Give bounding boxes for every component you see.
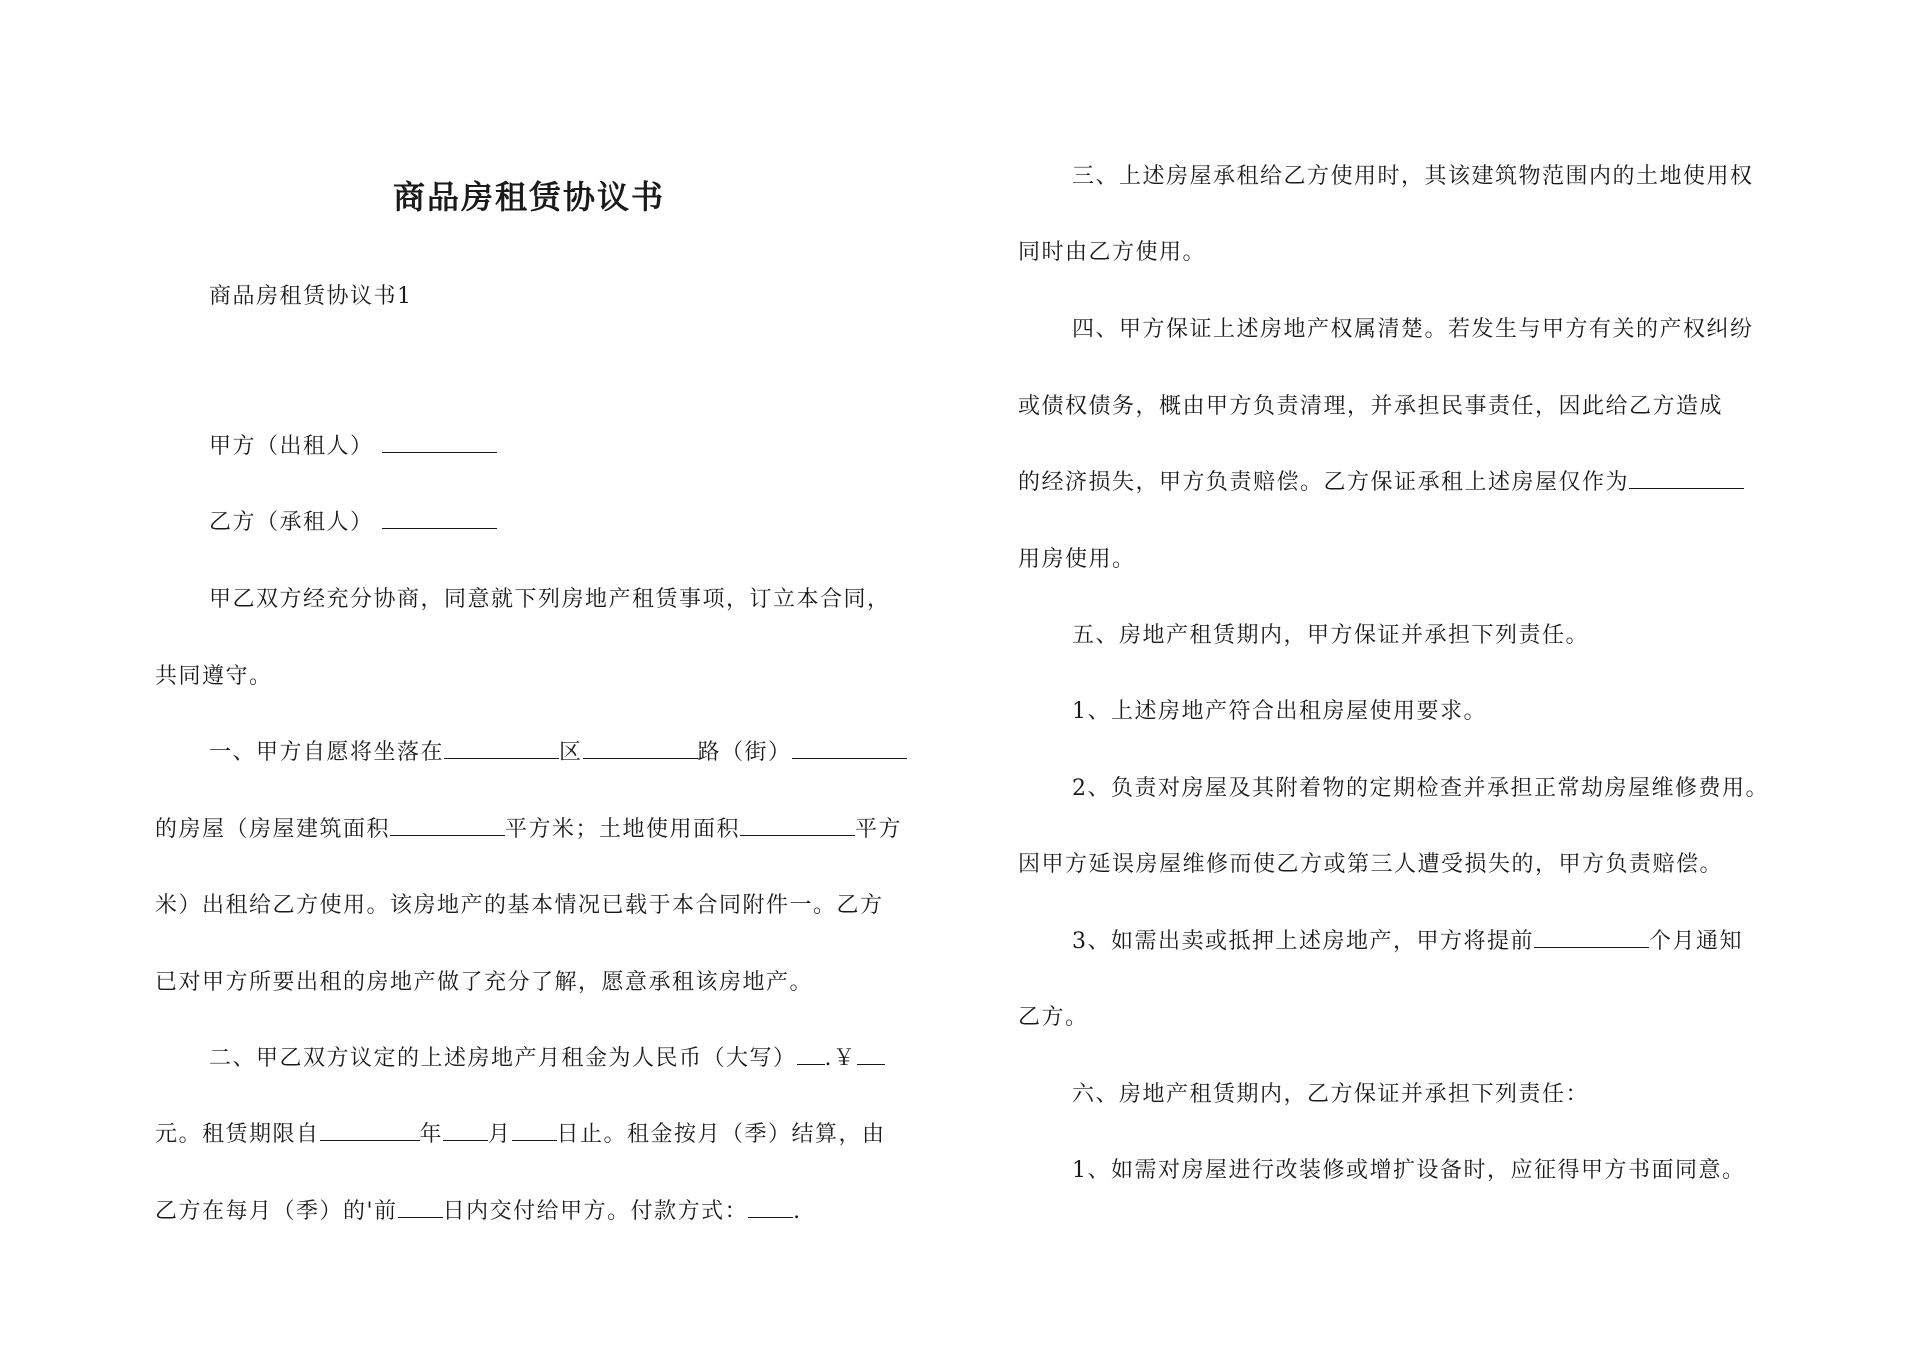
section-5-item-2-line-2: 因甲方延误房屋维修而使乙方或第三人遭受损失的，甲方负责赔偿。 <box>1018 852 1724 877</box>
section-1-line-4: 已对甲方所要出租的房地产做了充分了解，愿意承租该房地产。 <box>155 970 814 995</box>
pay-days-blank <box>398 1197 443 1218</box>
section-5-item-2-line-1: 2、负责对房屋及其附着物的定期检查并承担正常劫房屋维修费用。 <box>1072 776 1769 801</box>
intro-line-1: 甲乙双方经充分协商，同意就下列房地产租赁事项，订立本合同， <box>209 587 891 612</box>
party-a-label: 甲方（出租人） <box>209 434 374 459</box>
section-1-text-b: 区 <box>559 740 583 765</box>
intro-line-2: 共同遵守。 <box>155 664 273 689</box>
section-2-text-c: 元。租赁期限自 <box>155 1122 320 1147</box>
section-1-line-3: 米）出租给乙方使用。该房地产的基本情况已载于本合同附件一。乙方 <box>155 893 884 918</box>
section-4-line-2: 或债权债务，概由甲方负责清理，并承担民事责任，因此给乙方造成 <box>1018 394 1724 419</box>
section-1-text-a: 一、甲方自愿将坐落在 <box>209 740 445 765</box>
year-blank <box>320 1120 420 1141</box>
section-1-line-1 <box>155 738 907 768</box>
party-b-label: 乙方（承租人） <box>209 510 374 535</box>
section-5-item-3-line-2: 乙方。 <box>1018 1005 1089 1030</box>
document-title: 商品房租赁协议书 <box>393 178 666 216</box>
section-2-text-i: . <box>793 1199 802 1224</box>
section-2-text-e: 月 <box>488 1122 512 1147</box>
payment-method-blank <box>748 1197 793 1218</box>
section-5-title: 五、房地产租赁期内，甲方保证并承担下列责任。 <box>1072 623 1590 648</box>
notice-months-blank <box>1534 927 1649 948</box>
section-1-line-2 <box>155 815 902 845</box>
section-4-line-3 <box>1018 468 1744 498</box>
section-2-line-3 <box>155 1197 802 1227</box>
rent-amount-blank <box>857 1044 885 1065</box>
section-2-text-h: 日内交付给甲方。付款方式： <box>442 1199 749 1224</box>
section-2-text-b: .￥ <box>824 1046 857 1071</box>
address-blank <box>792 738 907 759</box>
party-b-blank <box>382 508 497 529</box>
section-3-line-1: 三、上述房屋承租给乙方使用时，其该建筑物范围内的土地使用权 <box>1072 164 1754 189</box>
section-4-line-4: 用房使用。 <box>1018 547 1136 572</box>
section-3-line-2: 同时由乙方使用。 <box>1018 240 1207 265</box>
section-5-item-3-text-b: 个月通知 <box>1649 929 1744 954</box>
rent-words-blank <box>797 1044 825 1065</box>
land-area-blank <box>740 815 855 836</box>
section-6-item-1: 1、如需对房屋进行改装修或增扩设备时，应征得甲方书面同意。 <box>1072 1158 1746 1183</box>
section-1-text-e: 平方米；土地使用面积 <box>505 817 741 842</box>
section-2-text-a: 二、甲乙双方议定的上述房地产月租金为人民币（大写） <box>209 1046 797 1071</box>
section-5-item-3-line-1 <box>1018 927 1743 957</box>
section-4-line-1: 四、甲方保证上述房地产权属清楚。若发生与甲方有关的产权纠纷 <box>1072 317 1754 342</box>
section-1-text-c: 路（街） <box>697 740 792 765</box>
party-b-line <box>155 508 497 538</box>
section-6-title: 六、房地产租赁期内，乙方保证并承担下列责任： <box>1072 1082 1590 1107</box>
day-blank <box>512 1120 557 1141</box>
section-5-item-1: 1、上述房地产符合出租房屋使用要求。 <box>1072 699 1487 724</box>
section-2-text-d: 年 <box>419 1122 444 1147</box>
section-1-text-f: 平方 <box>855 817 903 842</box>
district-blank <box>444 738 559 759</box>
section-5-item-3-text-a: 3、如需出卖或抵押上述房地产，甲方将提前 <box>1072 929 1534 954</box>
building-area-blank <box>390 815 505 836</box>
section-2-text-g: 乙方在每月（季）的'前 <box>155 1199 398 1224</box>
road-blank <box>583 738 698 759</box>
section-2-text-f: 日止。租金按月（季）结算，由 <box>556 1122 886 1147</box>
usage-blank <box>1629 468 1744 489</box>
subtitle: 商品房租赁协议书1 <box>209 284 413 309</box>
section-2-line-2 <box>155 1120 886 1150</box>
section-2-line-1 <box>155 1044 885 1074</box>
section-1-text-d: 的房屋（房屋建筑面积 <box>155 817 391 842</box>
party-a-blank <box>382 432 497 453</box>
party-a-line <box>155 432 497 462</box>
section-4-text-a: 的经济损失，甲方负责赔偿。乙方保证承租上述房屋仅作为 <box>1018 470 1630 495</box>
month-blank <box>443 1120 488 1141</box>
